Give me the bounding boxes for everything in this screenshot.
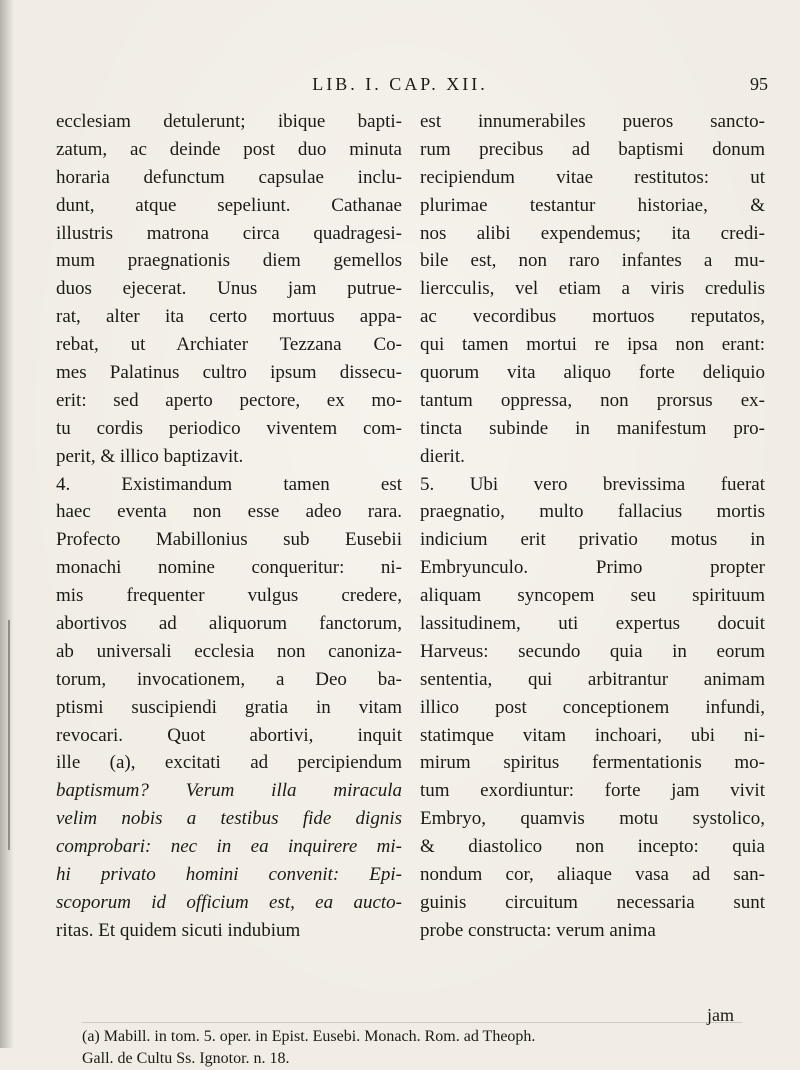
text-line: Embryo, quamvis motu systolico, — [420, 808, 765, 830]
text-line: ecclesiam detulerunt; ibique bapti- — [56, 111, 402, 132]
text-line: hi privato homini convenit: Epi- — [56, 864, 402, 886]
text-line: illico post conceptionem infundi, — [420, 696, 765, 718]
text-line: illustris matrona circa quadragesi- — [56, 222, 402, 244]
text-line: abortivos ad aliquorum fanctorum, — [56, 613, 402, 635]
text-line: praegnatio, multo fallacius mortis — [420, 501, 765, 523]
footnote-divider — [82, 1022, 742, 1023]
text-line: Harveus: secundo quia in eorum — [420, 640, 765, 662]
catchword: jam — [707, 1005, 734, 1025]
footnote — [82, 1026, 782, 1070]
text-line: mirum spiritus fermentationis mo- — [420, 752, 765, 774]
text-line: liercculis, vel etiam a viris credulis — [420, 278, 765, 300]
text-line: quorum vita aliquo forte deliquio — [420, 362, 765, 384]
text-line: probe constructa: verum anima — [420, 919, 656, 941]
text-line: mum praegnationis diem gemellos — [56, 250, 402, 272]
right-column — [420, 108, 765, 945]
text-line: statimque vitam inchoari, ubi ni- — [420, 724, 765, 746]
text-line: Embryunculo. Primo propter — [420, 557, 765, 579]
text-line: ille (a), excitati ad percipiendum — [56, 752, 402, 774]
text-line: tantum oppressa, non prorsus ex- — [420, 389, 765, 411]
text-line: bile est, non raro infantes a mu- — [420, 250, 765, 272]
text-line: indicium erit privatio motus in — [420, 529, 765, 551]
text-line: baptismum? Verum illa miracula — [56, 780, 402, 802]
text-line: plurimae testantur historiae, & — [420, 194, 765, 216]
text-line: rum precibus ad baptismi donum — [420, 138, 765, 160]
text-line: qui tamen mortui re ipsa non erant: — [420, 334, 765, 356]
text-line: dunt, atque sepeliunt. Cathanae — [56, 194, 402, 216]
text-line: rebat, ut Archiater Tezzana Co- — [56, 334, 402, 356]
text-line: est innumerabiles pueros sancto- — [420, 111, 765, 132]
text-line: (a) Mabill. in tom. 5. oper. in Epist. Eusebi. Monach. Rom. ad Theoph. — [82, 1028, 536, 1045]
text-line: ab universali ecclesia non canoniza- — [56, 640, 402, 662]
text-line: revocari. Quot abortivi, inquit — [56, 724, 402, 746]
text-line: tincta subinde in manifestum pro- — [420, 417, 765, 439]
text-line: 4. Existimandum tamen est — [56, 473, 402, 495]
page-number: 95 — [750, 74, 768, 94]
text-line: rat, alter ita certo mortuus appa- — [56, 306, 402, 328]
text-line: aliquam syncopem seu spirituum — [420, 585, 765, 607]
text-line: mis frequenter vulgus credere, — [56, 585, 402, 607]
text-line: haec eventa non esse adeo rara. — [56, 501, 402, 523]
running-head: LIB. I. CAP. XII. — [312, 74, 488, 94]
text-line: perit, & illico baptizavit. — [56, 445, 244, 467]
text-line: guinis circuitum necessaria sunt — [420, 891, 765, 913]
text-line: comprobari: nec in ea inquirere mi- — [56, 836, 402, 858]
text-line: tum exordiuntur: forte jam vivit — [420, 780, 765, 802]
text-line: velim nobis a testibus fide dignis — [56, 808, 402, 830]
text-line: recipiendum vitae restitutos: ut — [420, 166, 765, 188]
text-line: mes Palatinus cultro ipsum dissecu- — [56, 362, 402, 384]
text-line: ptismi suscipiendi gratia in vitam — [56, 696, 402, 718]
left-column — [56, 108, 402, 945]
text-line: Gall. de Cultu Ss. Ignotor. n. 18. — [82, 1050, 290, 1067]
text-line: tu cordis periodico viventem com- — [56, 417, 402, 439]
text-line: scoporum id officium est, ea aucto- — [56, 891, 402, 913]
text-line: ritas. Et quidem sicuti indubium — [56, 919, 301, 941]
text-line: dierit. — [420, 445, 465, 467]
text-line: zatum, ac deinde post duo minuta — [56, 138, 402, 160]
text-line: erit: sed aperto pectore, ex mo- — [56, 389, 402, 411]
text-line: nondum cor, aliaque vasa ad san- — [420, 864, 765, 886]
text-line: nos alibi expendemus; ita credi- — [420, 222, 765, 244]
text-line: ac vecordibus mortuos reputatos, — [420, 306, 765, 328]
text-line: horaria defunctum capsulae inclu- — [56, 166, 402, 188]
text-line: sententia, qui arbitrantur animam — [420, 668, 765, 690]
binding-shadow — [0, 0, 14, 1048]
text-line: duos ejecerat. Unus jam putrue- — [56, 278, 402, 300]
text-line: lassitudinem, uti expertus docuit — [420, 613, 765, 635]
text-line: monachi nomine conqueritur: ni- — [56, 557, 402, 579]
text-line: 5. Ubi vero brevissima fuerat — [420, 473, 765, 495]
text-line: Profecto Mabillonius sub Eusebii — [56, 529, 402, 551]
text-line: & diastolico non incepto: quia — [420, 836, 765, 858]
text-line: torum, invocationem, a Deo ba- — [56, 668, 402, 690]
margin-mark — [8, 620, 10, 850]
